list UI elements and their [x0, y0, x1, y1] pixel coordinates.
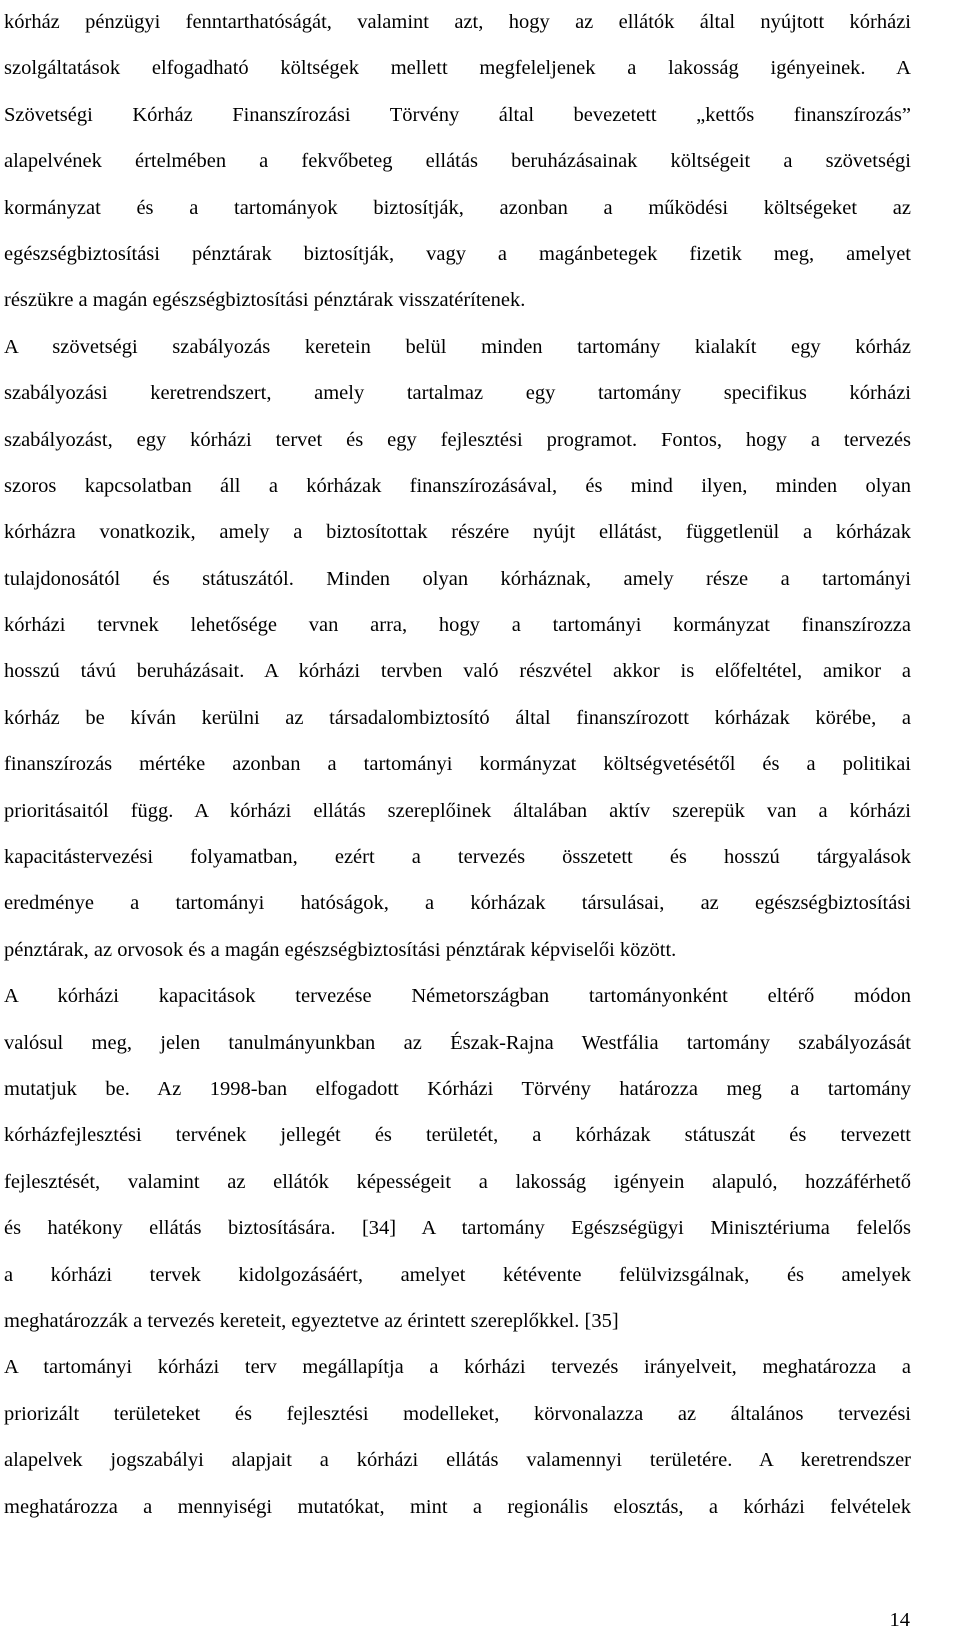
text-line: egészségbiztosítási pénztárak biztosítják, vagy a magánbetegek fizetik meg, amelyet	[4, 242, 911, 265]
text-line: finanszírozás mértéke azonban a tartományi kormányzat költségvetésétől és a politikai	[4, 753, 911, 776]
text-line: és hatékony ellátás biztosítására. [34] A tartomány Egészségügyi Minisztériuma felelős	[4, 1217, 911, 1240]
text-line: A tartományi kórházi terv megállapítja a kórházi tervezés irányelveit, meghatározza a	[4, 1356, 911, 1379]
text-line: pénztárak, az orvosok és a magán egészségbiztosítási pénztárak képviselői között.	[4, 938, 677, 961]
page-number: 14	[889, 1609, 910, 1631]
paragraph-4	[4, 1344, 911, 1530]
text-line: szoros kapcsolatban áll a kórházak finanszírozásával, és mind ilyen, minden olyan	[4, 474, 911, 497]
paragraph-3	[4, 973, 911, 1344]
text-line: kórházi tervnek lehetősége van arra, hogy a tartományi kormányzat finanszírozza	[4, 614, 911, 637]
text-line: kapacitástervezési folyamatban, ezért a tervezés összetett és hosszú tárgyalások	[4, 846, 911, 869]
text-line: valósul meg, jelen tanulmányunkban az Észak-Rajna Westfália tartomány szabályozását	[4, 1031, 911, 1054]
text-line: A szövetségi szabályozás keretein belül minden tartomány kialakít egy kórház	[4, 335, 911, 358]
text-line: szabályozást, egy kórházi tervet és egy fejlesztési programot. Fontos, hogy a tervezés	[4, 428, 911, 451]
text-line: kórházfejlesztési tervének jellegét és területét, a kórházak státuszát és tervezett	[4, 1124, 911, 1147]
body-text	[4, 0, 911, 1530]
text-line: szabályozási keretrendszert, amely tartalmaz egy tartomány specifikus kórházi	[4, 382, 911, 405]
text-line: meghatározza a mennyiségi mutatókat, mint a regionális elosztás, a kórházi felvételek	[4, 1495, 911, 1518]
text-line: mutatjuk be. Az 1998-ban elfogadott Kórházi Törvény határozza meg a tartomány	[4, 1077, 911, 1100]
text-line: prioritásaitól függ. A kórházi ellátás szereplőinek általában aktív szerepük van a kórházi	[4, 799, 911, 822]
text-line: alapelvének értelmében a fekvőbeteg ellátás beruházásainak költségeit a szövetségi	[4, 150, 911, 173]
text-line: kórházra vonatkozik, amely a biztosítottak részére nyújt ellátást, függetlenül a kórházak	[4, 521, 911, 544]
text-line: kormányzat és a tartományok biztosítják, azonban a működési költségeket az	[4, 196, 911, 219]
text-line: fejlesztését, valamint az ellátók képességeit a lakosság igényein alapuló, hozzáférhető	[4, 1170, 911, 1193]
text-line: kórház pénzügyi fenntarthatóságát, valamint azt, hogy az ellátók által nyújtott kórházi	[4, 11, 911, 33]
text-line: részükre a magán egészségbiztosítási pénztárak visszatérítenek.	[4, 289, 526, 312]
text-line: kórház be kíván kerülni az társadalombiztosító által finanszírozott kórházak körébe, a	[4, 706, 911, 729]
text-line: alapelvek jogszabályi alapjait a kórházi ellátás valamennyi területére. A keretrendszer	[4, 1449, 911, 1472]
text-line: eredménye a tartományi hatóságok, a kórházak társulásai, az egészségbiztosítási	[4, 892, 911, 915]
text-line: Szövetségi Kórház Finanszírozási Törvény által bevezetett „kettős finanszírozás”	[4, 103, 911, 126]
text-line: tulajdonosától és státuszától. Minden olyan kórháznak, amely része a tartományi	[4, 567, 911, 590]
text-line: hosszú távú beruházásait. A kórházi tervben való részvétel akkor is előfeltétel, amikor a	[4, 660, 911, 683]
text-line: priorizált területeket és fejlesztési modelleket, körvonalazza az általános tervezési	[4, 1402, 911, 1425]
text-line: meghatározzák a tervezés kereteit, egyeztetve az érintett szereplőkkel. [35]	[4, 1309, 619, 1332]
paragraph-2	[4, 324, 911, 973]
paragraph-1	[4, 0, 911, 324]
text-line: szolgáltatások elfogadható költségek mellett megfeleljenek a lakosság igényeinek. A	[4, 57, 911, 80]
text-line: a kórházi tervek kidolgozásáért, amelyet kétévente felülvizsgálnak, és amelyek	[4, 1263, 911, 1286]
text-line: A kórházi kapacitások tervezése Németországban tartományonként eltérő módon	[4, 985, 911, 1008]
